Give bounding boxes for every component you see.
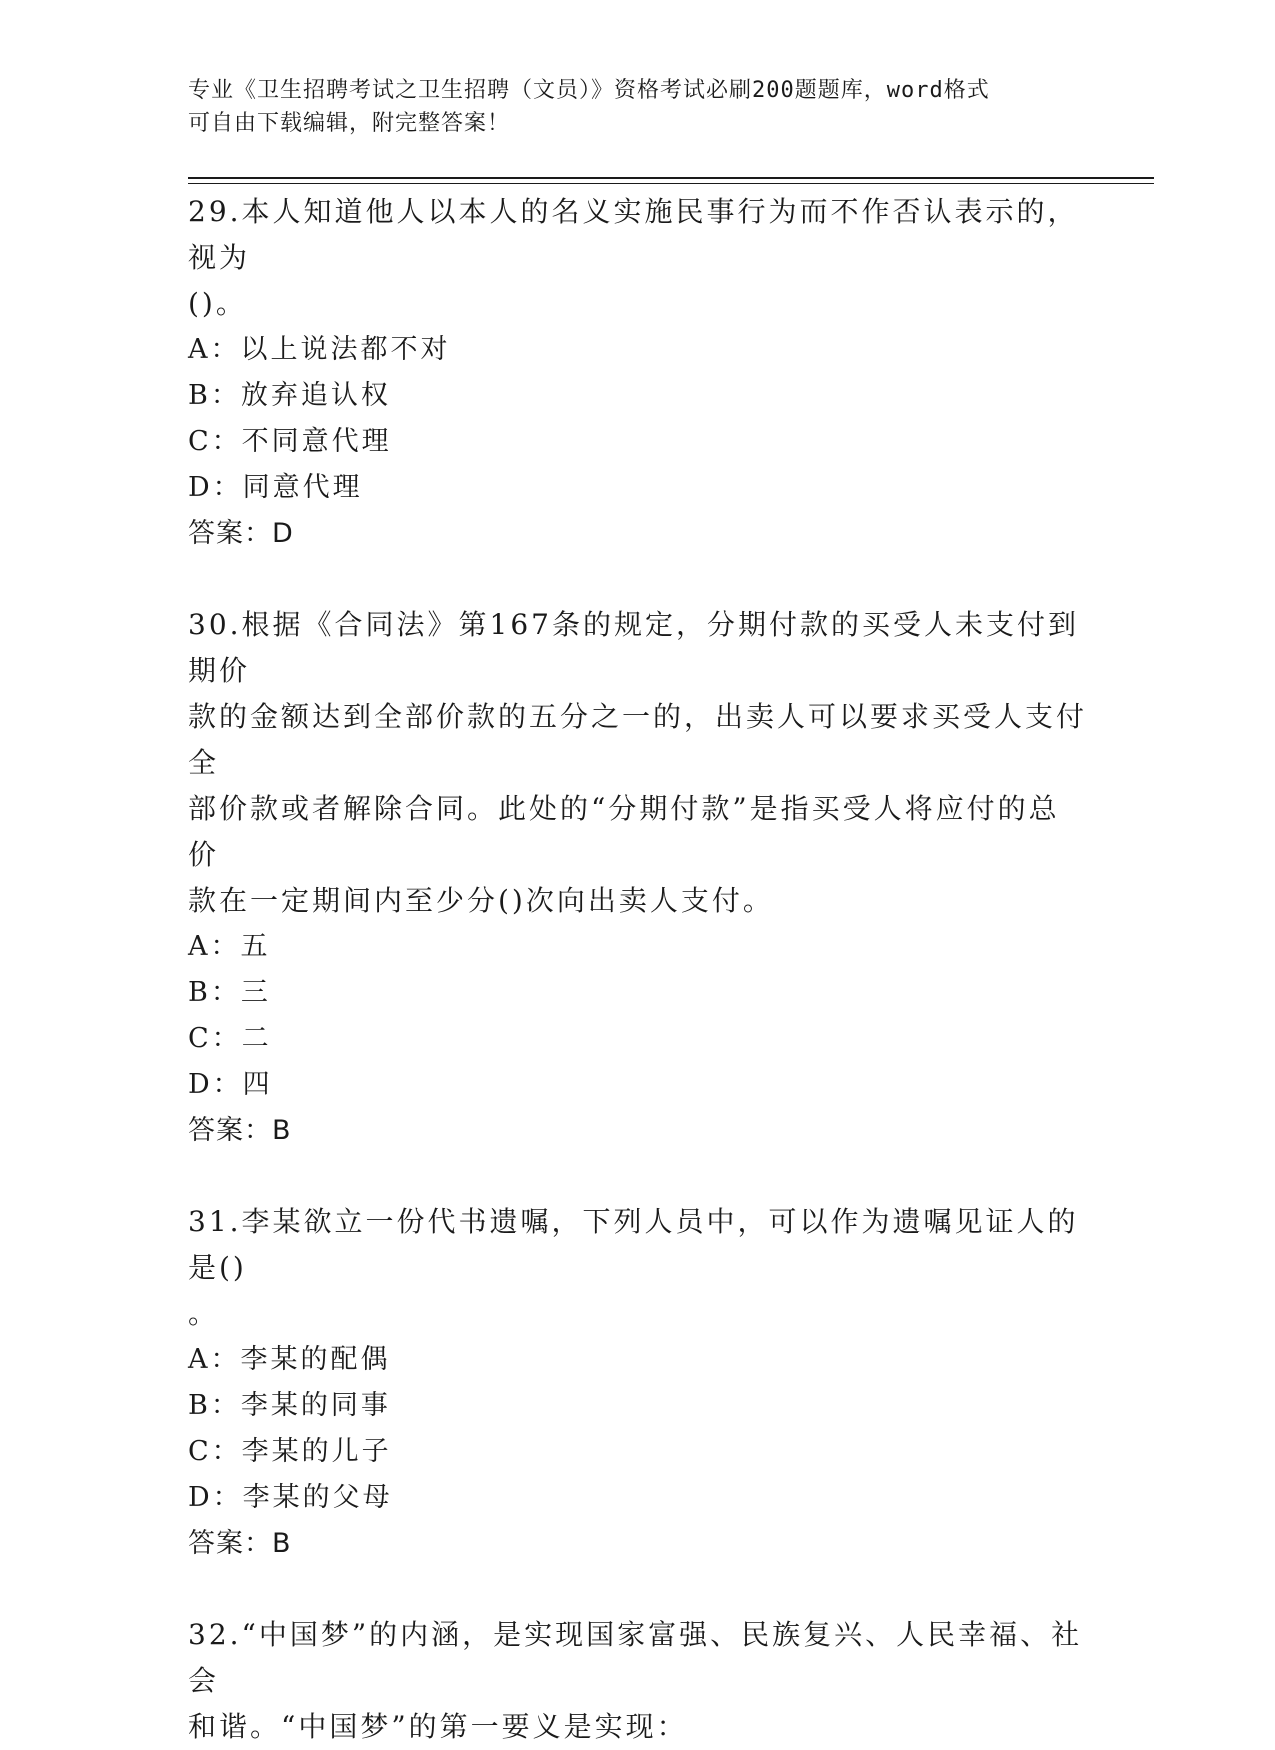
- question-stem-line: 29.本人知道他人以本人的名义实施民事行为而不作否认表示的，视为: [188, 195, 1079, 274]
- question-stem-line: 款的金额达到全部价款的五分之一的，出卖人可以要求买受人支付全: [188, 700, 1088, 779]
- question-29: [188, 189, 1088, 557]
- answer-line: 答案：D: [188, 518, 294, 549]
- option-c: C：李某的儿子: [188, 1436, 392, 1467]
- option-d: D：四: [188, 1069, 273, 1100]
- question-stem-line: 32.“中国梦”的内涵，是实现国家富强、民族复兴、人民幸福、社会: [188, 1618, 1083, 1697]
- header-line-1: 专业《卫生招聘考试之卫生招聘（文员）》资格考试必刷200题题库，word格式: [188, 78, 990, 103]
- option-a: A：五: [188, 931, 271, 962]
- question-spacer: [188, 1154, 1088, 1199]
- option-c: C：不同意代理: [188, 426, 392, 457]
- question-spacer: [188, 1567, 1088, 1612]
- option-b: B：放弃追认权: [188, 380, 391, 411]
- question-spacer: [188, 557, 1088, 602]
- question-31: [188, 1199, 1088, 1567]
- header-line-2: 可自由下载编辑，附完整答案！: [188, 111, 511, 136]
- option-d: D：李某的父母: [188, 1482, 393, 1513]
- question-stem-line: ()。: [188, 287, 247, 320]
- question-stem-line: 。: [188, 1297, 220, 1330]
- question-stem-line: 和谐。“中国梦”的第一要义是实现：: [188, 1710, 688, 1743]
- header-divider-thick: [188, 177, 1154, 179]
- option-b: B：李某的同事: [188, 1390, 391, 1421]
- option-b: B：三: [188, 977, 271, 1008]
- document-header: [188, 74, 1088, 140]
- question-list: [188, 189, 1088, 1750]
- question-stem-line: 31.李某欲立一份代书遗嘱，下列人员中，可以作为遗嘱见证人的是(): [188, 1205, 1079, 1284]
- header-divider-thin: [188, 183, 1154, 184]
- option-a: A：李某的配偶: [188, 1344, 391, 1375]
- question-stem-line: 30.根据《合同法》第167条的规定，分期付款的买受人未支付到期价: [188, 608, 1079, 687]
- option-d: D：同意代理: [188, 472, 363, 503]
- question-stem-line: 部价款或者解除合同。此处的“分期付款”是指买受人将应付的总价: [188, 792, 1060, 871]
- option-c: C：二: [188, 1023, 272, 1054]
- question-30: [188, 602, 1088, 1154]
- question-stem-line: 款在一定期间内至少分()次向出卖人支付。: [188, 884, 774, 917]
- answer-line: 答案：B: [188, 1528, 292, 1559]
- question-32: [188, 1612, 1088, 1750]
- option-a: A：以上说法都不对: [188, 334, 451, 365]
- answer-line: 答案：B: [188, 1115, 292, 1146]
